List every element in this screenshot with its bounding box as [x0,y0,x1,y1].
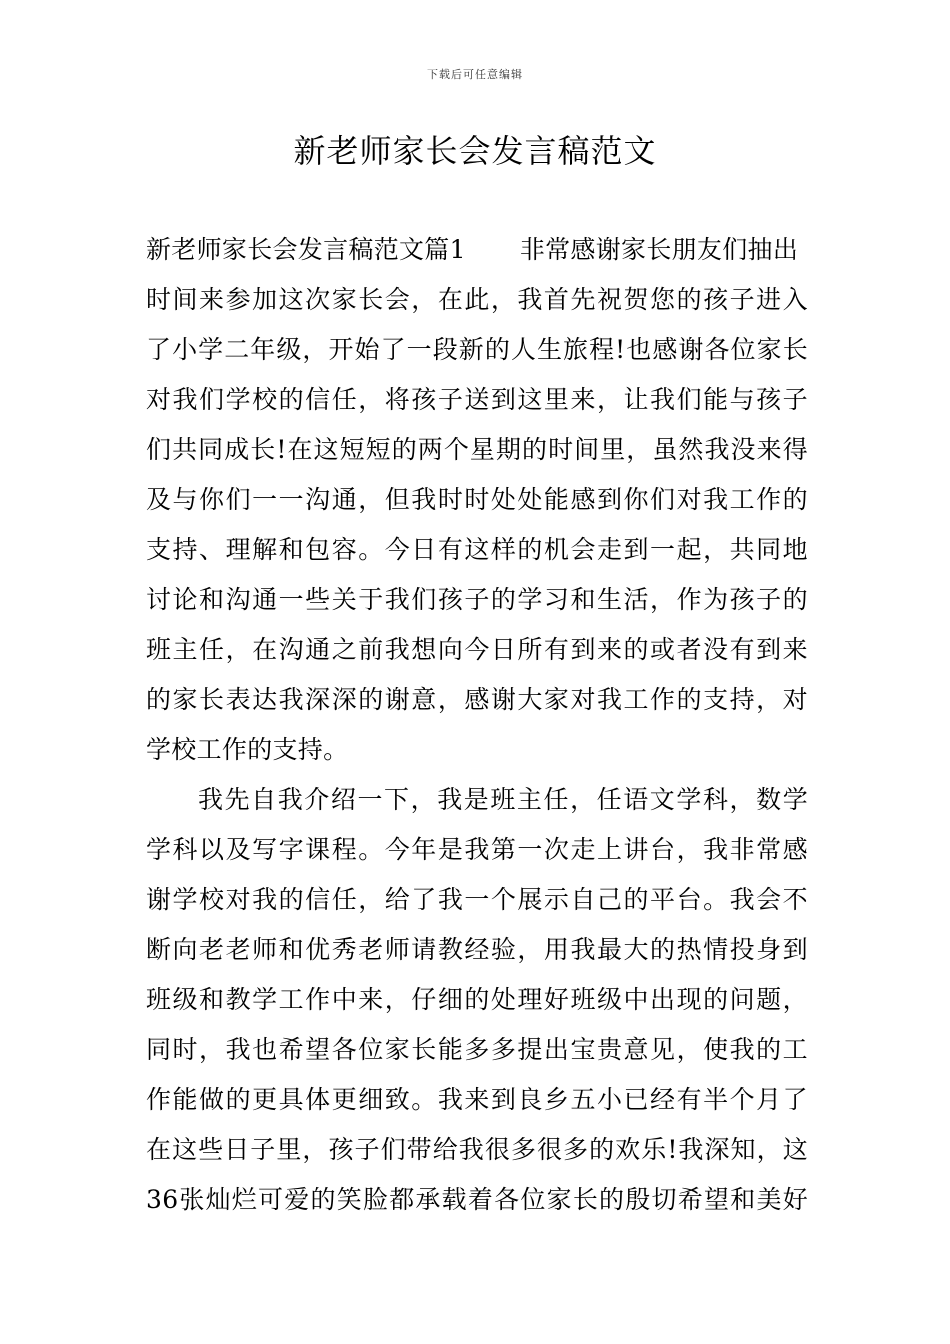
text-line: 36张灿烂可爱的笑脸都承载着各位家长的殷切希望和美好 [146,1185,808,1214]
text-line: 断向老老师和优秀老师请教经验，用我最大的热情投身到 [146,935,808,964]
text-line: 班级和教学工作中来，仔细的处理好班级中出现的问题， [146,985,808,1014]
header-note: 下载后可任意编辑 [427,68,523,81]
text-line: 同时，我也希望各位家长能多多提出宝贵意见，使我的工 [146,1035,808,1064]
text-line: 了小学二年级，开始了一段新的人生旅程!也感谢各位家长 [146,335,808,364]
text-line: 讨论和沟通一些关于我们孩子的学习和生活，作为孩子的 [146,585,808,614]
text-line: 学科以及写字课程。今年是我第一次走上讲台，我非常感 [146,835,808,864]
text-line: 们共同成长!在这短短的两个星期的时间里，虽然我没来得 [146,435,808,464]
text-line: 对我们学校的信任，将孩子送到这里来，让我们能与孩子 [146,385,808,414]
document-body [146,228,808,1228]
text-line: 的家长表达我深深的谢意，感谢大家对我工作的支持，对 [146,685,808,714]
text-line: 作能做的更具体更细致。我来到良乡五小已经有半个月了 [146,1085,808,1114]
text-line: 谢学校对我的信任，给了我一个展示自己的平台。我会不 [146,885,808,914]
document-title: 新老师家长会发言稿范文 [293,132,657,170]
text-line: 支持、理解和包容。今日有这样的机会走到一起，共同地 [146,535,808,564]
paragraph-1-opening-text: 非常感谢家长朋友们抽出 [519,235,799,264]
paragraph-2-first-line: 我先自我介绍一下，我是班主任，任语文学科，数学 [198,785,808,814]
text-line: 班主任，在沟通之前我想向今日所有到来的或者没有到来 [146,635,808,664]
text-line: 及与你们一一沟通，但我时时处处能感到你们对我工作的 [146,485,808,514]
text-line: 学校工作的支持。 [146,735,349,764]
paragraph-1-first-line [146,228,808,278]
text-line: 在这些日子里，孩子们带给我很多很多的欢乐!我深知，这 [146,1135,808,1164]
text-line: 时间来参加这次家长会，在此，我首先祝贺您的孩子进入 [146,285,808,314]
section-heading: 新老师家长会发言稿范文篇1 [146,235,466,264]
